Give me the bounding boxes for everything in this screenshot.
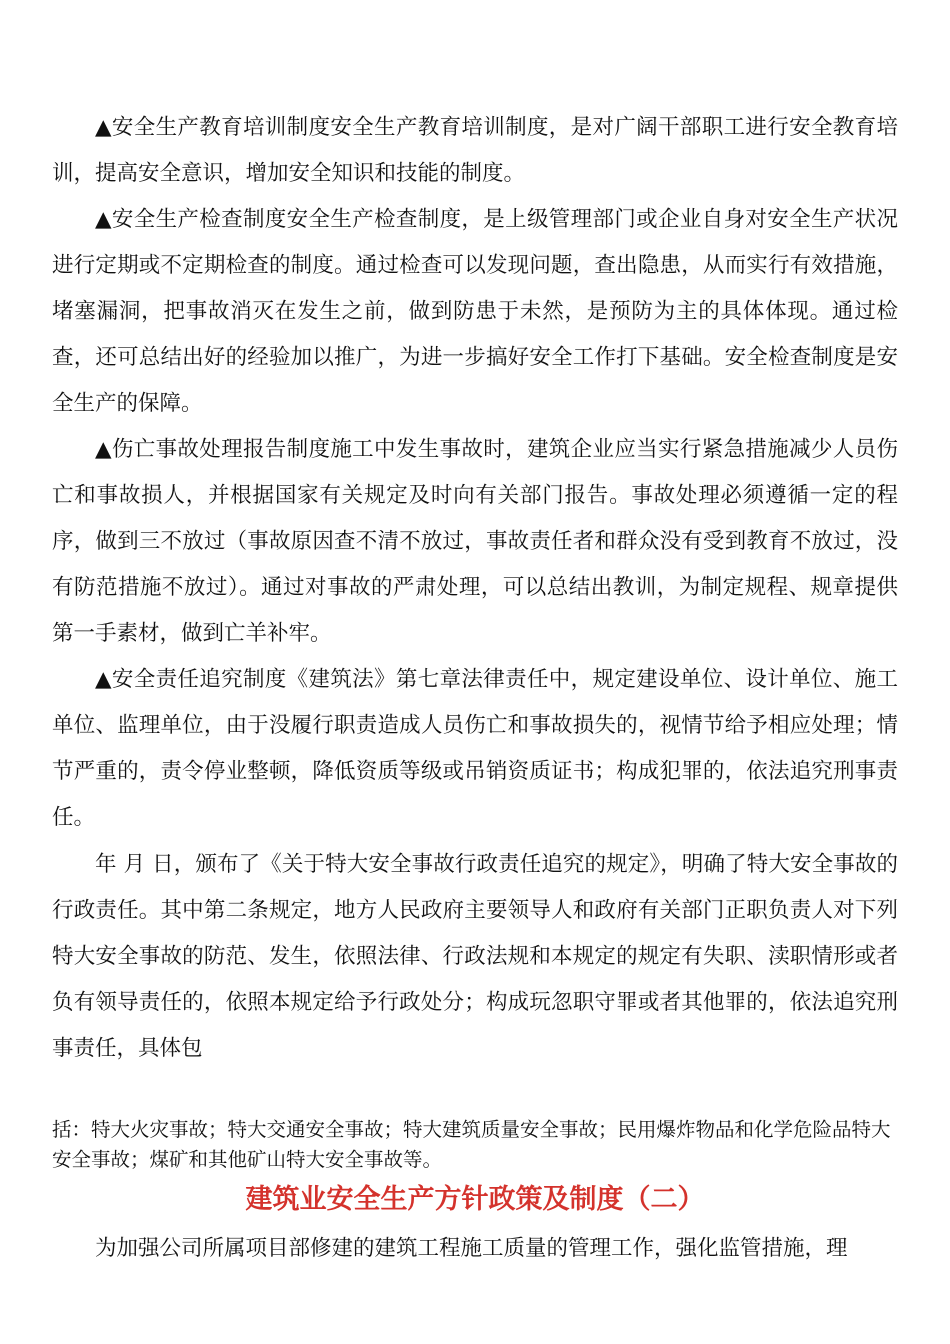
- paragraph-safety-inspection: ▲安全生产检查制度安全生产检查制度，是上级管理部门或企业自身对安全生产状况进行定期或不定期检查的制度。通过检查可以发现问题，查出隐患，从而实行有效措施，堵塞漏洞，把事故消灭在发生之前，做到防患于未然，是预防为主的具体体现。通过检查，还可总结出好的经验加以推广，为进一步搞好安全工作打下基础。安全检查制度是安全生产的保障。: [52, 207, 898, 416]
- section-heading: 建筑业安全生产方针政策及制度（二）: [245, 1184, 705, 1215]
- section-first-line: 为加强公司所属项目部修建的建筑工程施工质量的管理工作，强化监管措施，理: [95, 1236, 848, 1261]
- paragraph-regulation-issuance: 年 月 日，颁布了《关于特大安全事故行政责任追究的规定》，明确了特大安全事故的行政责任。其中第二条规定，地方人民政府主要领导人和政府有关部门正职负责人对下列特大安全事故的防范、发生，依照法律、行政法规和本规定的规定有失职、渎职情形或者负有领导责任的，依照本规定给予行政处分；构成玩忽职守罪或者其他罪的，依法追究刑事责任，具体包: [52, 852, 898, 1061]
- paragraph-education-training: ▲安全生产教育培训制度安全生产教育培训制度，是对广阔干部职工进行安全教育培训，提高安全意识，增加安全知识和技能的制度。: [52, 115, 898, 186]
- continuation-text: 括：特大火灾事故；特大交通安全事故；特大建筑质量安全事故；民用爆炸物品和化学危险品特大安全事故；煤矿和其他矿山特大安全事故等。: [52, 1118, 891, 1171]
- paragraph-responsibility-accountability: ▲安全责任追究制度《建筑法》第七章法律责任中，规定建设单位、设计单位、施工单位、监理单位，由于没履行职责造成人员伤亡和事故损失的，视情节给予相应处理；情节严重的，责令停业整顿，降低资质等级或吊销资质证书；构成犯罪的，依法追究刑事责任。: [52, 667, 898, 830]
- paragraph-accident-report: ▲伤亡事故处理报告制度施工中发生事故时，建筑企业应当实行紧急措施减少人员伤亡和事故损人，并根据国家有关规定及时向有关部门报告。事故处理必须遵循一定的程序，做到三不放过（事故原因查不清不放过，事故责任者和群众没有受到教育不放过，没有防范措施不放过）。通过对事故的严肃处理，可以总结出教训，为制定规程、规章提供第一手素材，做到亡羊补牢。: [52, 437, 898, 646]
